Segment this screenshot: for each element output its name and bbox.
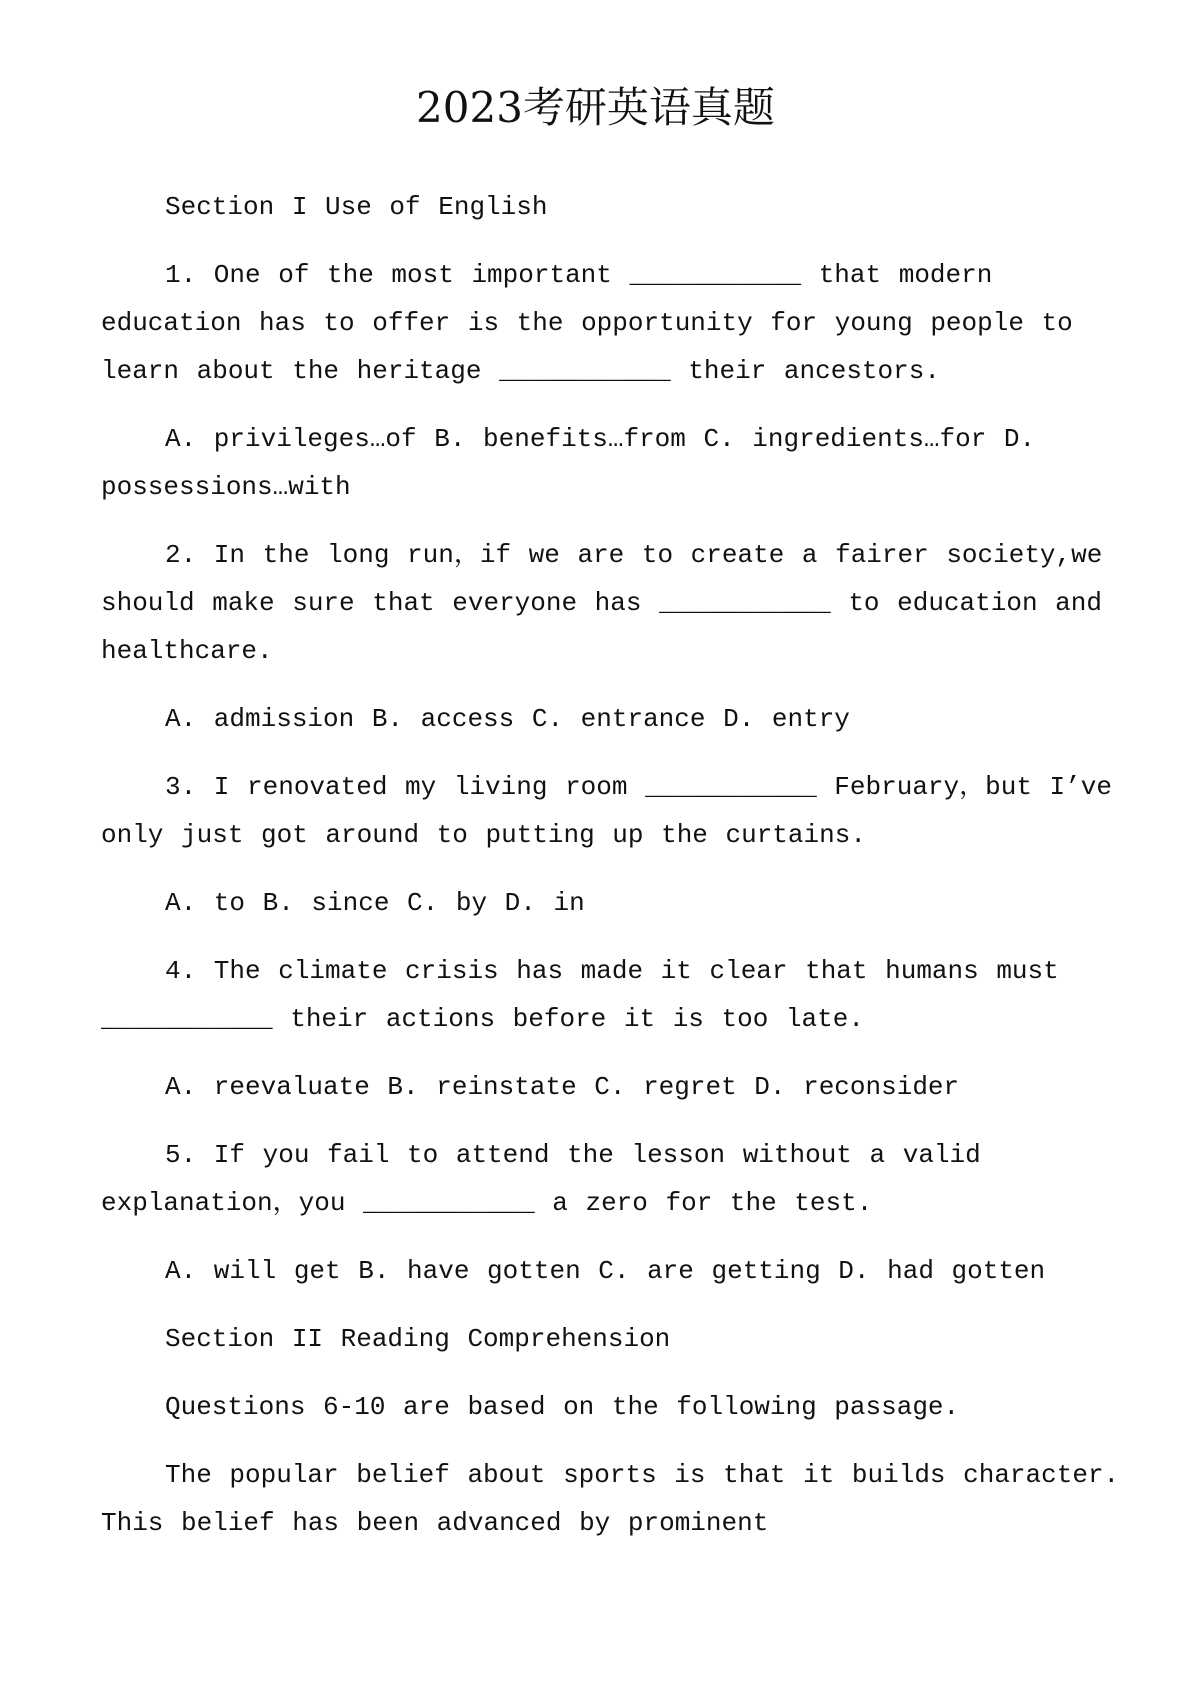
question-5: 5. If you fail to attend the lesson without a valid explanation，you ___________ a zero for the test.	[101, 1140, 981, 1218]
section-heading: Section II Reading Comprehension	[165, 1324, 671, 1354]
question-2-options: A. admission B. access C. entrance D. entry	[165, 704, 850, 734]
question-1: 1. One of the most important ___________ that modern education has to offer is the opportunity for young people to learn about the heritage ___________ their ancestors.	[101, 260, 1073, 386]
question-4: 4. The climate crisis has made it clear that humans must ___________ their actions before it is too late.	[101, 956, 1059, 1034]
document-body	[101, 183, 1121, 1567]
question-3-options: A. to B. since C. by D. in	[165, 888, 585, 918]
question-1-options: A. privileges…of B. benefits…from C. ingredients…for D. possessions…with	[101, 424, 1036, 502]
passage-intro: Questions 6-10 are based on the following passage.	[165, 1392, 960, 1422]
question-5-options: A. will get B. have gotten C. are getting D. had gotten	[165, 1256, 1046, 1286]
question-2: 2. In the long run，if we are to create a fairer society,we should make sure that everyone has ___________ to education and healthcare.	[101, 540, 1103, 666]
document-title: 2023考研英语真题	[416, 83, 775, 132]
question-4-options: A. reevaluate B. reinstate C. regret D. reconsider	[165, 1072, 960, 1102]
section-heading: Section I Use of English	[165, 192, 548, 222]
passage-text: The popular belief about sports is that it builds character. This belief has been advanced by prominent	[101, 1460, 1120, 1538]
question-3: 3. I renovated my living room ___________ February，but I’ve only just got around to putting up the curtains.	[101, 772, 1112, 850]
